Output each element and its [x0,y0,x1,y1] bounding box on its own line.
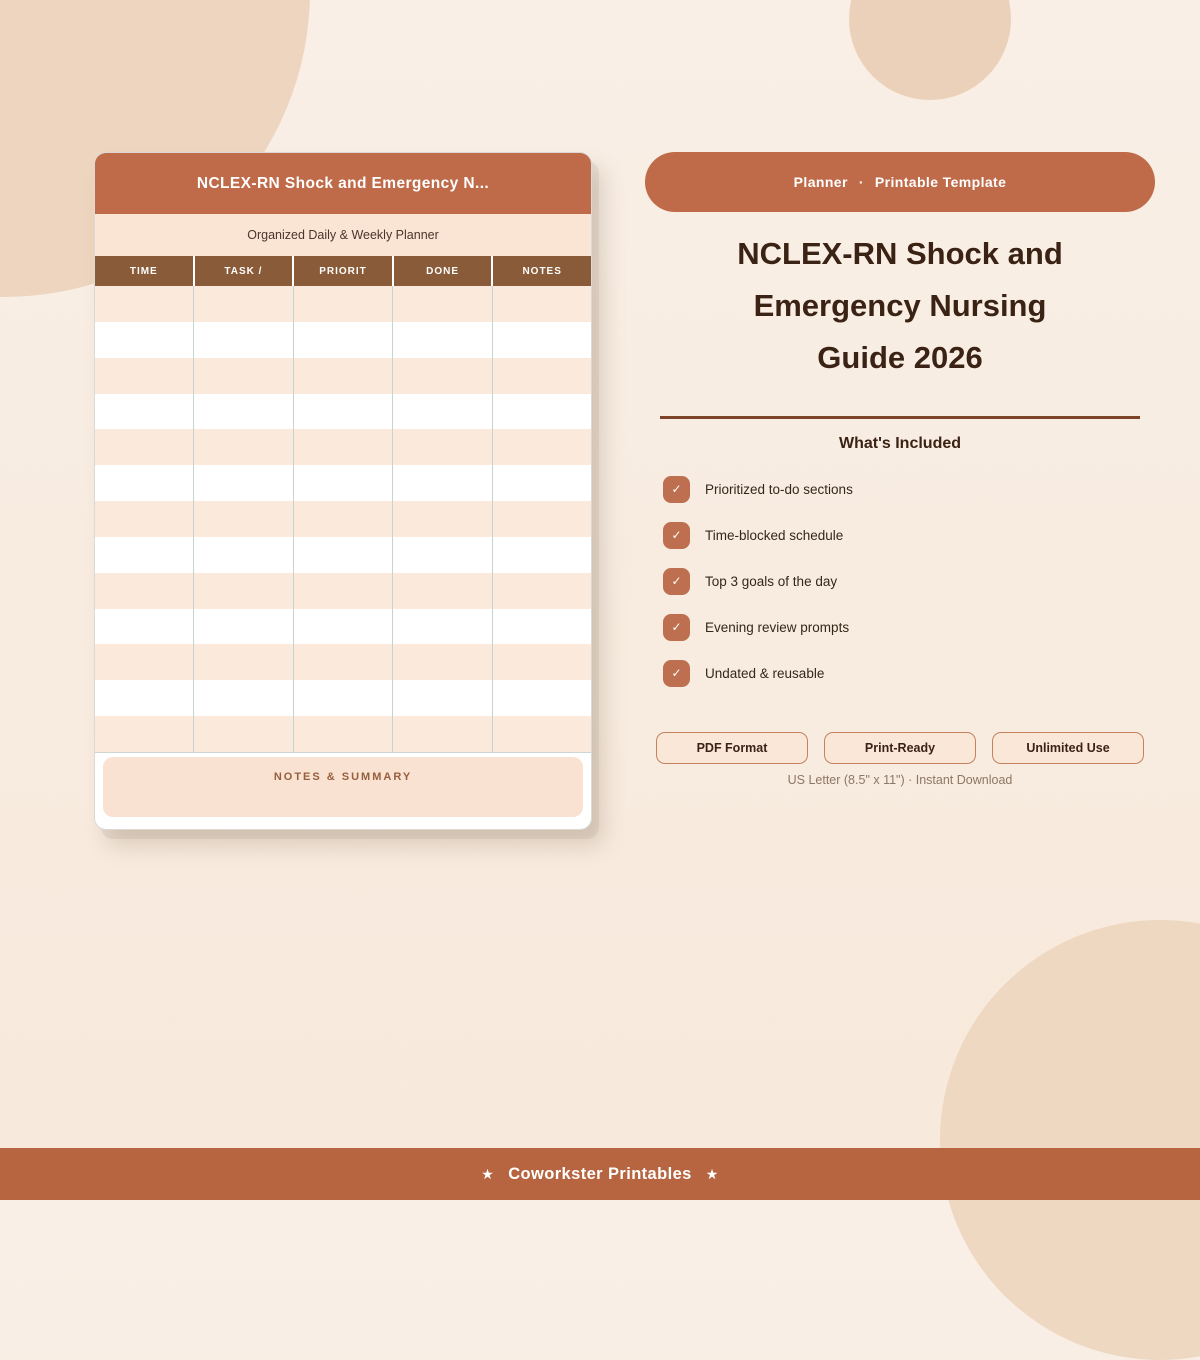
feature-chip-print-ready[interactable]: Print-Ready [824,732,976,764]
table-cell [393,573,492,609]
included-item [663,522,1155,548]
table-cell [393,429,492,465]
table-cell [95,537,194,573]
table-cell [393,537,492,573]
included-item [663,476,1155,502]
table-row [95,537,591,573]
checkmark-icon: ✓ [663,568,690,595]
table-cell [294,322,393,358]
table-cell [294,429,393,465]
table-cell [194,537,293,573]
product-details-panel [645,152,1155,787]
brand-name: Coworkster Printables [508,1164,692,1183]
table-cell [95,394,194,430]
feature-chip-unlimited-use[interactable]: Unlimited Use [992,732,1144,764]
badge-type-label: Printable Template [874,174,1007,190]
table-row [95,573,591,609]
included-item [663,614,1155,640]
table-cell [294,680,393,716]
table-row [95,501,591,537]
table-cell [393,644,492,680]
decorative-circle-bottom-right [940,920,1200,1360]
table-row [95,716,591,752]
included-item-label: Prioritized to-do sections [705,481,853,497]
section-divider [660,416,1140,419]
table-cell [493,537,591,573]
checkmark-icon: ✓ [663,660,690,687]
table-cell [194,680,293,716]
table-row [95,322,591,358]
notes-summary-box: NOTES & SUMMARY [103,757,583,817]
checkmark-icon: ✓ [663,614,690,641]
table-cell [493,609,591,645]
table-cell [95,322,194,358]
product-title-line: Guide 2026 [817,340,983,375]
table-cell [95,501,194,537]
table-cell [294,501,393,537]
table-row [95,609,591,645]
table-body [95,286,591,753]
table-cell [294,609,393,645]
included-item-label: Top 3 goals of the day [705,573,838,589]
table-cell [194,609,293,645]
table-cell [493,573,591,609]
table-cell [393,394,492,430]
table-cell [194,465,293,501]
included-item [663,568,1155,594]
column-header: TIME [95,256,195,286]
product-title [665,228,1135,384]
star-icon: ★ [481,1165,495,1182]
table-cell [294,537,393,573]
table-cell [393,609,492,645]
table-cell [194,429,293,465]
star-icon: ★ [705,1165,719,1182]
table-cell [393,322,492,358]
table-row [95,358,591,394]
table-cell [493,680,591,716]
brand-footer [0,1148,1200,1200]
table-cell [294,286,393,322]
table-cell [194,322,293,358]
table-cell [294,465,393,501]
table-cell [493,322,591,358]
table-cell [95,716,194,752]
feature-chip-pdf-format[interactable]: PDF Format [656,732,808,764]
table-cell [493,716,591,752]
planner-preview-card [94,152,592,830]
included-item-label: Time-blocked schedule [705,527,844,543]
decorative-circle-top-right [849,0,1011,100]
table-row [95,644,591,680]
table-cell [294,358,393,394]
table-cell [95,429,194,465]
column-header: DONE [394,256,494,286]
checkmark-icon: ✓ [663,476,690,503]
table-cell [95,286,194,322]
table-cell [493,286,591,322]
product-title-line: NCLEX-RN Shock and [737,236,1063,271]
table-cell [95,680,194,716]
checkmark-icon: ✓ [663,522,690,549]
table-cell [493,501,591,537]
table-cell [95,644,194,680]
table-cell [194,716,293,752]
table-cell [194,286,293,322]
table-cell [194,358,293,394]
table-cell [393,358,492,394]
badge-category-label: Planner [793,174,848,190]
included-item-label: Undated & reusable [705,665,825,681]
table-cell [95,358,194,394]
table-row [95,286,591,322]
table-cell [95,465,194,501]
table-row [95,394,591,430]
planner-card-subtitle: Organized Daily & Weekly Planner [95,214,591,256]
table-cell [493,465,591,501]
included-list [663,476,1155,686]
table-cell [194,573,293,609]
table-row [95,680,591,716]
column-header: PRIORIT [294,256,394,286]
table-cell [493,358,591,394]
table-cell [393,501,492,537]
table-row [95,465,591,501]
table-row [95,429,591,465]
table-cell [493,394,591,430]
table-cell [493,644,591,680]
table-cell [194,501,293,537]
table-cell [194,394,293,430]
table-cell [393,680,492,716]
table-cell [194,644,293,680]
product-title-line: Emergency Nursing [753,288,1047,323]
table-cell [95,609,194,645]
table-cell [95,573,194,609]
column-header: NOTES [522,265,562,277]
included-item [663,660,1155,686]
table-cell [294,644,393,680]
table-cell [294,573,393,609]
table-cell [493,429,591,465]
table-header-row [95,256,591,286]
format-meta-text: US Letter (8.5" x 11") · Instant Download [787,773,1013,787]
column-header: TASK / [195,256,295,286]
badge-dot-separator: · [858,174,864,190]
category-badge [645,152,1155,212]
table-cell [393,465,492,501]
table-cell [393,716,492,752]
table-cell [294,394,393,430]
table-cell [393,286,492,322]
planner-card-title: NCLEX-RN Shock and Emergency N... [95,153,591,214]
table-cell [294,716,393,752]
included-item-label: Evening review prompts [705,619,850,635]
whats-included-heading: What's Included [838,435,962,452]
feature-chip-row [656,732,1144,764]
